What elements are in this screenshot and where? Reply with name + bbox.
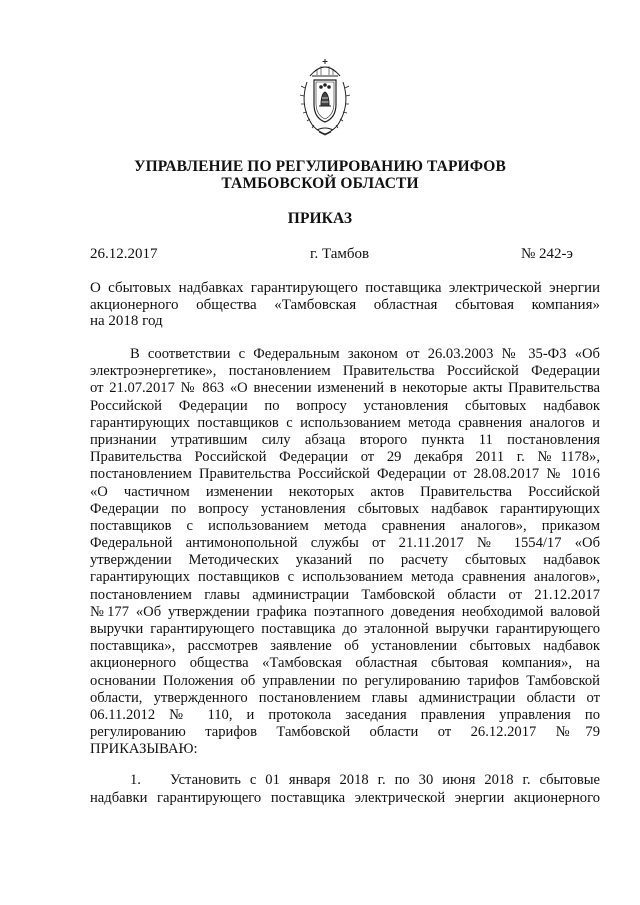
preamble-line: ПРИКАЗЫВАЮ: <box>90 741 198 758</box>
preamble-line: В соответствии с Федеральным законом от 26.03.2003 № 35-ФЗ «Об <box>130 346 600 362</box>
document-type: ПРИКАЗ <box>287 210 353 227</box>
subject-line: О сбытовых надбавках гарантирующего поставщика электрической энергии <box>90 280 600 296</box>
preamble-line: Федеральной антимонопольной службы от 21.11.2017 № 1554/17 «Об <box>90 535 600 552</box>
subject-line: на 2018 год <box>90 313 163 329</box>
preamble-line: 06.11.2012 № 110, и протокола заседания правления управления по <box>90 706 600 723</box>
coat-of-arms-emblem <box>297 56 353 136</box>
preamble-line: гарантирующих поставщиков с использованием метода сравнения аналогов», <box>90 569 600 586</box>
organization-name-line1: УПРАВЛЕНИЕ ПО РЕГУЛИРОВАНИЮ ТАРИФОВ <box>134 158 506 175</box>
preamble-line: Правительства Российской Федерации от 29 декабря 2011 г. №1178», <box>90 449 600 466</box>
preamble-line: признании утратившим силу абзаца второго пункта 11 постановления <box>90 431 600 448</box>
item-line <box>90 771 600 789</box>
preamble-line: выручки гарантирующего поставщика до эталонной выручки гарантирующего <box>90 621 600 637</box>
order-number: № 242-э <box>521 246 573 262</box>
subject-line: акционерного общества «Тамбовская областная сбытовая компания» <box>90 296 600 313</box>
preamble-line: Федерации по вопросу установления сбытовых надбавок гарантирующих <box>90 500 600 517</box>
preamble-line: электроэнергетике», постановлением Правительства Российской Федерации <box>90 363 600 380</box>
order-city: г. Тамбов <box>310 246 370 262</box>
item-text: Установить с 01 января 2018 г. по 30 июня 2018 г. сбытовые <box>170 772 600 788</box>
preamble-line: области, утвержденного постановлением главы администрации области от <box>90 689 600 706</box>
preamble-line: гарантирующих поставщиков с использованием метода сравнения аналогов и <box>90 414 600 431</box>
order-subject <box>90 280 600 330</box>
order-item-1 <box>90 771 600 807</box>
preamble-line: регулированию тарифов Тамбовской области от 26.12.2017 №79 <box>90 724 600 741</box>
preamble-line: постановлением Правительства Российской Федерации от 28.08.2017 № 1016 <box>90 466 600 483</box>
preamble-line: основании Положения об управлении по регулированию тарифов Тамбовской <box>90 672 600 689</box>
preamble-line: «О частичном изменении некоторых актов Правительства Российской <box>90 483 600 500</box>
preamble-line: утверждении Методических указаний по расчету сбытовых надбавок <box>90 552 600 569</box>
preamble-line: №177 «Об утверждении графика поэтапного доведения необходимой валовой <box>90 603 600 620</box>
preamble-paragraph <box>90 346 600 759</box>
preamble-line: от 21.07.2017 № 863 «О внесении изменений в некоторые акты Правительства <box>90 380 600 397</box>
preamble-line: постановлением главы администрации Тамбовской области от 21.12.2017 <box>90 586 600 603</box>
item-number: 1. <box>130 772 141 788</box>
organization-name-line2: ТАМБОВСКОЙ ОБЛАСТИ <box>221 175 419 192</box>
preamble-line: Российской Федерации по вопросу установления сбытовых надбавок <box>90 397 600 414</box>
preamble-line: поставщика», рассмотрев заявление об установлении сбытовых надбавок <box>90 638 600 655</box>
preamble-line: поставщиков с использованием метода сравнения аналогов», приказом <box>90 517 600 534</box>
preamble-line: акционерного общества «Тамбовская областная сбытовая компания», на <box>90 655 600 672</box>
order-date: 26.12.2017 <box>90 246 158 262</box>
item-line: надбавки гарантирующего поставщика электрической энергии акционерного <box>90 790 600 806</box>
